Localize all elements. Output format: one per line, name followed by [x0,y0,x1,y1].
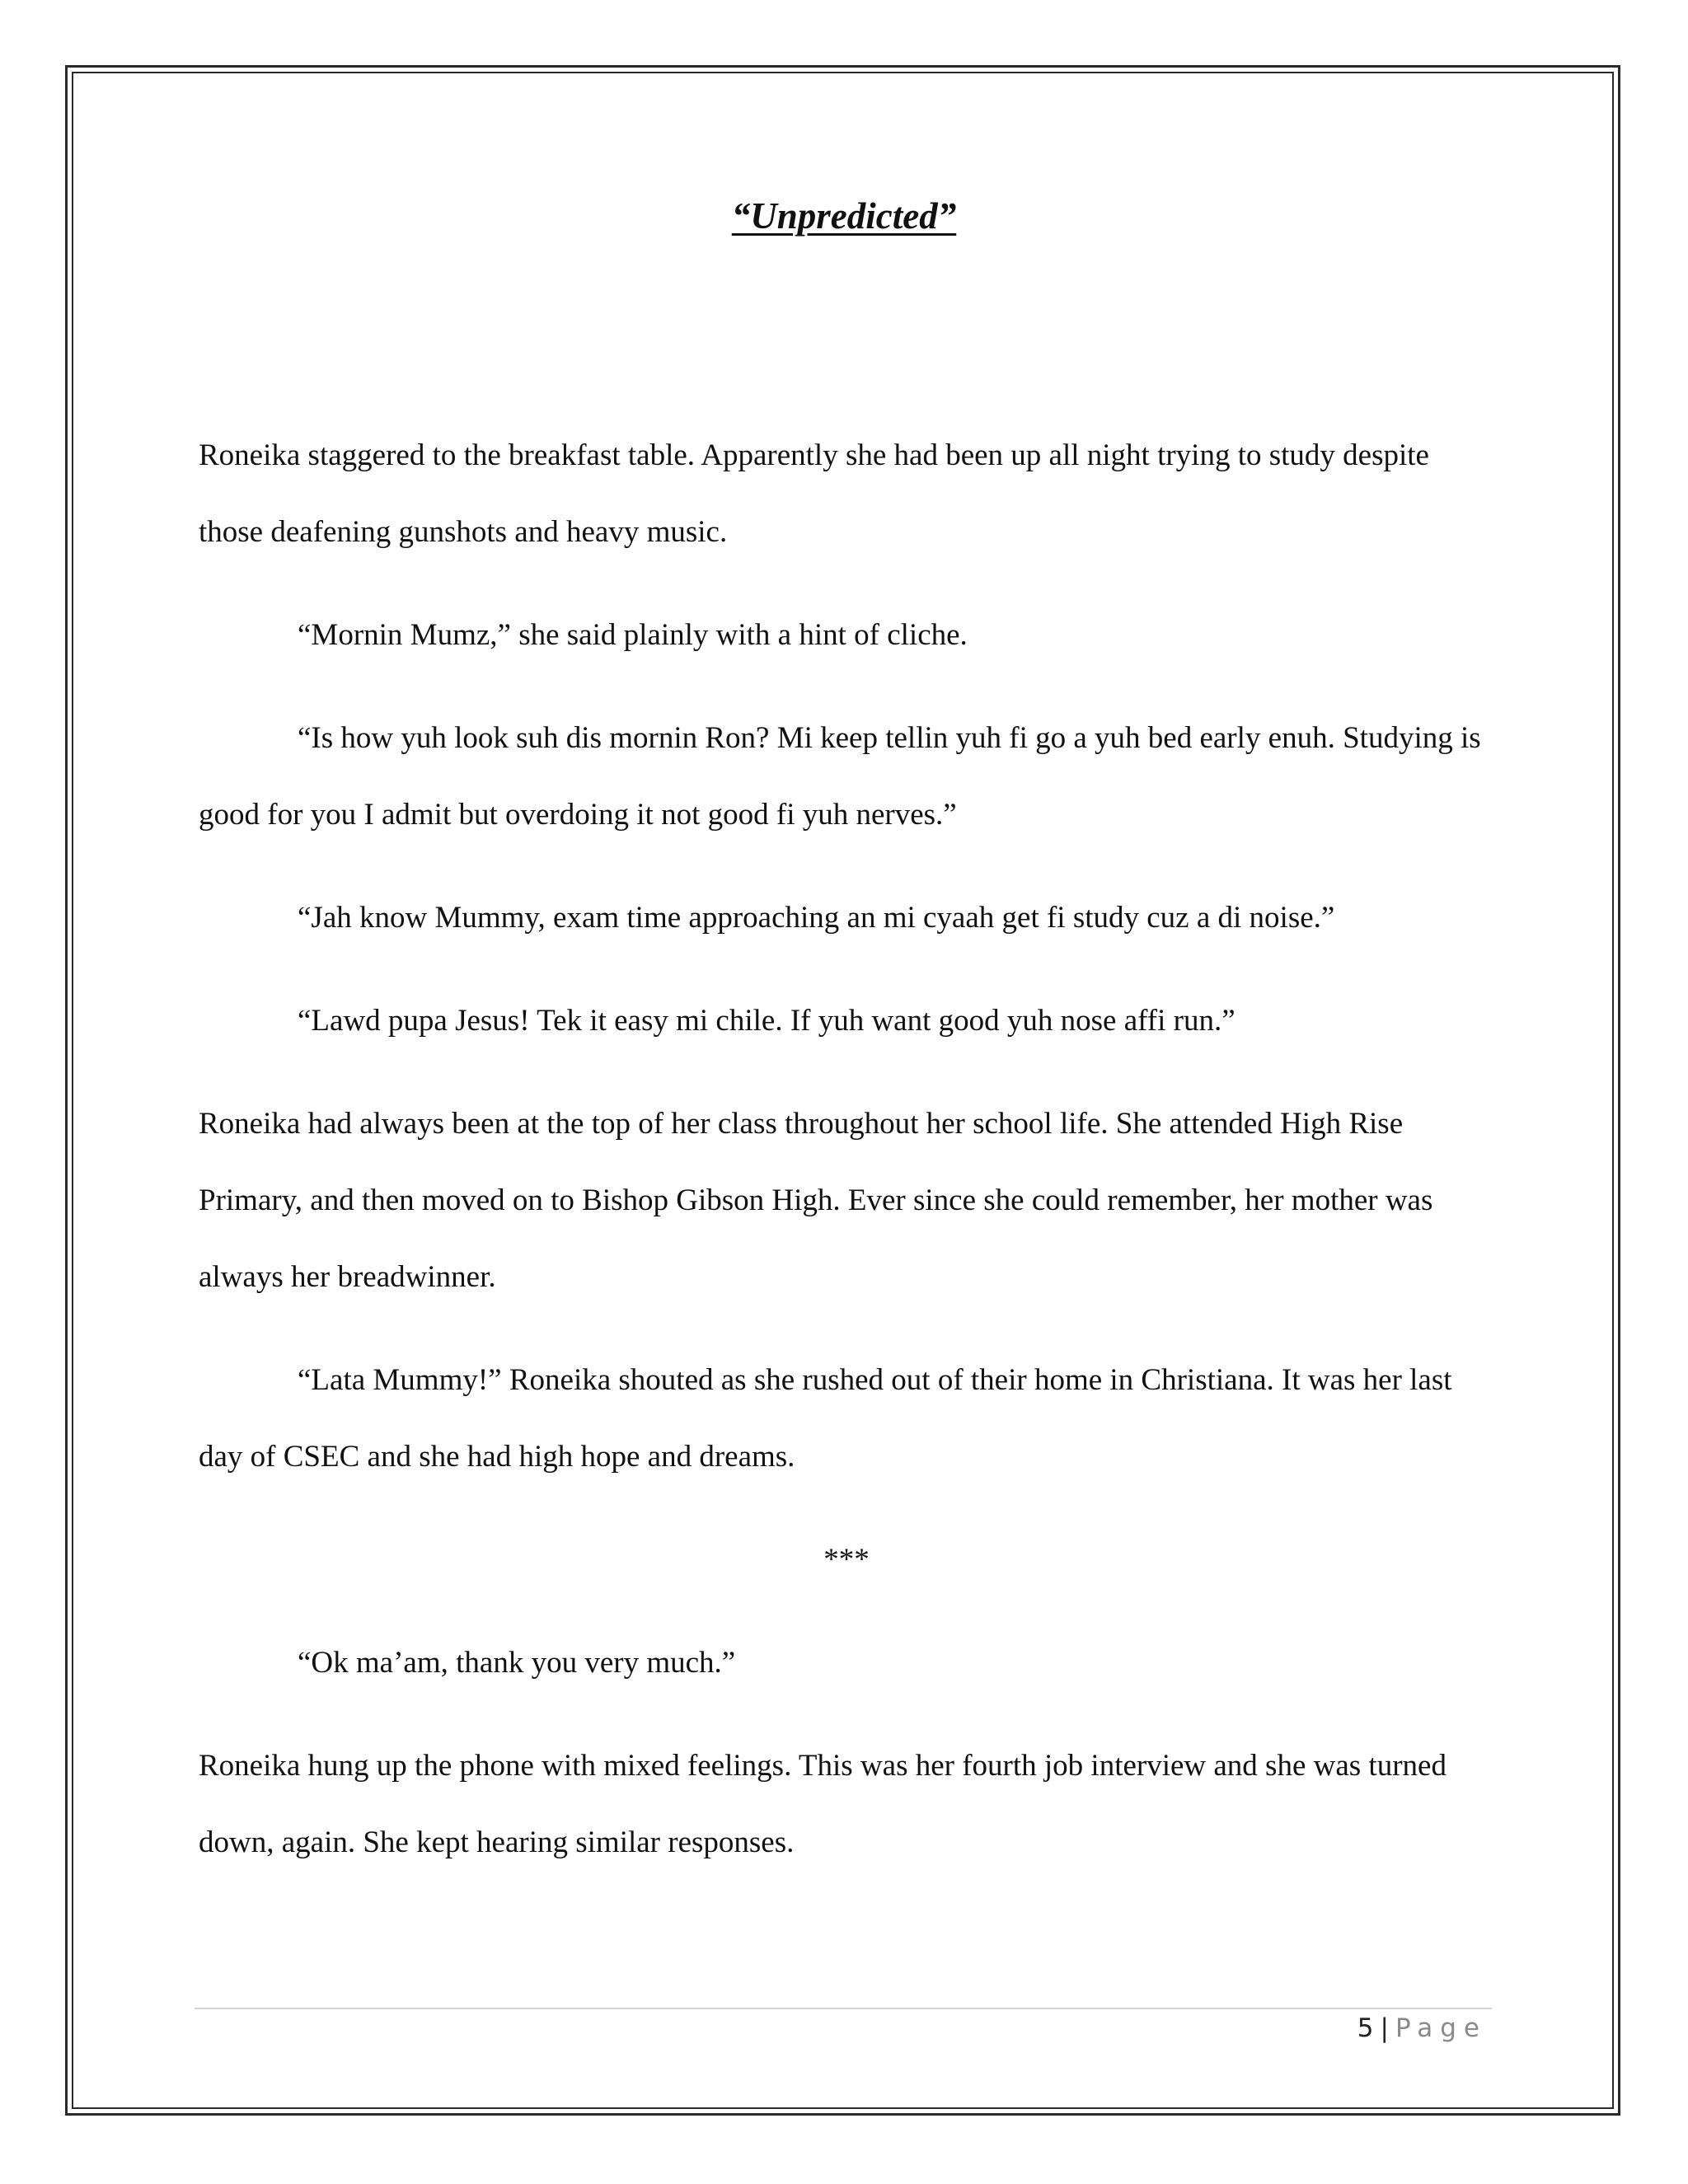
page-footer [1357,2013,1487,2044]
paragraph-4: “Jah know Mummy, exam time approaching an mi cyaah get fi study cuz a di noise.” [298,901,1335,935]
page-label: Page [1395,2013,1487,2043]
paragraph-6: Roneika had always been at the top of her class throughout her school life. She attended High Rise Primary, and then moved on to Bishop Gibson High. Ever since she could remember, her mother was always her breadwinner. [199,1107,1433,1294]
page-number: 5 [1357,2013,1374,2043]
paragraph-7: “Lata Mummy!” Roneika shouted as she rushed out of their home in Christiana. It was her last day of CSEC and she had high hope and dreams. [199,1363,1452,1474]
paragraph-1: Roneika staggered to the breakfast table. Apparently she had been up all night trying to study despite those deafening gunshots and heavy music. [199,438,1429,549]
paragraph-2: “Mornin Mumz,” she said plainly with a hint of cliche. [298,618,968,652]
story-title: “Unpredicted” [731,195,957,237]
scene-break: *** [823,1543,870,1577]
paragraph-5: “Lawd pupa Jesus! Tek it easy mi chile. If yuh want good yuh nose affi run.” [298,1004,1236,1038]
story-body [199,417,1494,1881]
paragraph-8: “Ok ma’am, thank you very much.” [298,1646,736,1680]
footer-divider [195,2008,1492,2009]
paragraph-9: Roneika hung up the phone with mixed feelings. This was her fourth job interview and she was turned down, again. She kept hearing similar responses. [199,1749,1447,1859]
paragraph-3: “Is how yuh look suh dis mornin Ron? Mi keep tellin yuh fi go a yuh bed early enuh. Studying is good for you I admit but overdoing it not good fi yuh nerves.” [199,721,1481,832]
footer-separator: | [1380,2013,1389,2043]
